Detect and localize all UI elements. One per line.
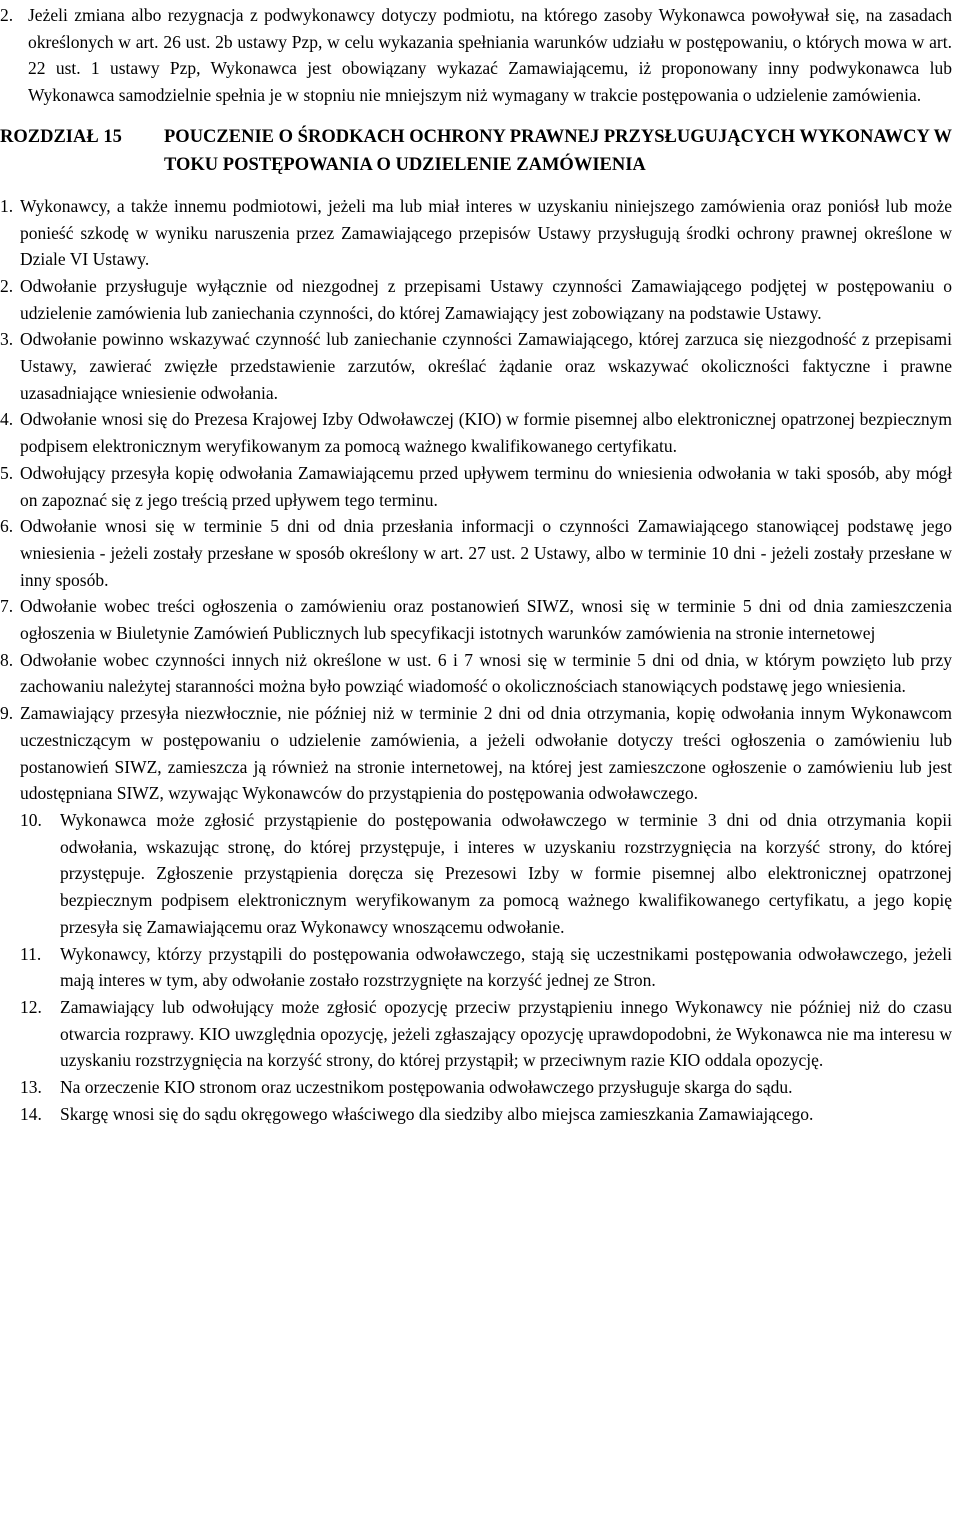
item-text: Odwołanie powinno wskazywać czynność lub zaniechanie czynności Zamawiającego, której zarzuca się niezgodność z przepisami Ustawy, zawierać zwięzłe przedstawienie zarzutów, określać żądanie oraz wskazywać okoliczności faktyczne i prawne uzasadniające wniesienie odwołania. bbox=[20, 329, 952, 403]
list-item bbox=[0, 994, 952, 1074]
item-text: Skargę wnosi się do sądu okręgowego właściwego dla siedziby albo miejsca zamieszkania Zamawiającego. bbox=[60, 1103, 814, 1124]
item-number: 10. bbox=[20, 809, 42, 830]
item-number: 6. bbox=[0, 516, 14, 537]
chapter-number: ROZDZIAŁ 15 bbox=[0, 126, 122, 147]
item-text: Odwołanie wobec treści ogłoszenia o zamówieniu oraz postanowień SIWZ, wnosi się w terminie 5 dni od dnia zamieszczenia ogłoszenia w Biuletynie Zamówień Publicznych lub specyfikacji istotnych warunków zamówienia na stronie internetowej bbox=[20, 596, 952, 644]
list-item bbox=[0, 1074, 952, 1101]
item-text: Odwołanie wobec czynności innych niż określone w ust. 6 i 7 wnosi się w terminie 5 dni od dnia, w którym powzięto lub przy zachowaniu należytej staranności można było powziąć wiadomość o okolicznościach stanowiących podstawę jego wniesienia. bbox=[20, 649, 952, 697]
list-item bbox=[0, 460, 952, 513]
item-text: Na orzeczenie KIO stronom oraz uczestnikom postępowania odwoławczego przysługuje skarga do sądu. bbox=[60, 1077, 793, 1098]
list-item bbox=[0, 326, 952, 406]
item-number: 8. bbox=[0, 649, 14, 670]
list-item bbox=[0, 700, 952, 807]
item-text: Wykonawca może zgłosić przystąpienie do postępowania odwoławczego w terminie 3 dni od dnia otrzymania kopii odwołania, wskazując stronę, do której przystępuje, i interes w uzyskaniu rozstrzygnięcia na korzyść strony, do której przystępuje. Zgłoszenie przystąpienia doręcza się Prezesowi Izby w formie pisemnej albo elektronicznej opatrzonej bezpiecznym podpisem elektronicznym weryfikowanym za pomocą ważnego kwalifikowanego certyfikatu, a jego kopię przesyła się Zamawiającemu oraz Wykonawcy wnoszącemu odwołanie. bbox=[60, 809, 952, 937]
chapter-title: POUCZENIE O ŚRODKACH OCHRONY PRAWNEJ PRZYSŁUGUJĄCYCH WYKONAWCY W TOKU POSTĘPOWANIA O UDZIELENIE ZAMÓWIENIA bbox=[164, 126, 952, 175]
item-number: 2. bbox=[0, 275, 14, 296]
item-number: 13. bbox=[20, 1077, 42, 1098]
numbered-list-10-14 bbox=[0, 807, 952, 1127]
list-item bbox=[0, 1101, 952, 1128]
item-text: Odwołanie wnosi się do Prezesa Krajowej Izby Odwoławczej (KIO) w formie pisemnej albo elektronicznej opatrzonej bezpiecznym podpisem elektronicznym weryfikowanym za pomocą ważnego kwalifikowanego certyfikatu. bbox=[20, 409, 952, 457]
item-text: Wykonawcy, którzy przystąpili do postępowania odwoławczego, stają się uczestnikami postępowania odwoławczego, jeżeli mają interes w tym, aby odwołanie zostało rozstrzygnięte na korzyść jednej ze Stron. bbox=[60, 943, 952, 991]
item-text: Zamawiający przesyła niezwłocznie, nie później niż w terminie 2 dni od dnia otrzymania, kopię odwołania innym Wykonawcom uczestniczącym w postępowaniu o udzielenie zamówienia, a jeżeli odwołanie dotyczy treści ogłoszenia o zamówieniu lub postanowień SIWZ, zamieszcza ją również na stronie internetowej, na której jest zamieszczone ogłoszenie o zamówieniu lub jest udostępniana SIWZ, wzywając Wykonawców do przystąpienia do postępowania odwoławczego. bbox=[20, 703, 952, 804]
list-item bbox=[0, 406, 952, 459]
item-text: Zamawiający lub odwołujący może zgłosić opozycję przeciw przystąpieniu innego Wykonawcy nie później niż do czasu otwarcia rozprawy. KIO uwzględnia opozycję, jeżeli zgłaszający opozycję uprawdopodobni, że Wykonawca nie ma interesu w uzyskaniu rozstrzygnięcia na korzyść strony, do której przystąpił; w przeciwnym razie KIO oddala opozycję. bbox=[60, 996, 952, 1071]
intro-list-item bbox=[0, 2, 952, 109]
item-number: 1. bbox=[0, 195, 14, 216]
item-number: 12. bbox=[20, 996, 42, 1017]
chapter-heading bbox=[0, 123, 952, 179]
item-number: 9. bbox=[0, 703, 14, 724]
item-text: Odwołanie wnosi się w terminie 5 dni od dnia przesłania informacji o czynności Zamawiającego stanowiącej podstawę jego wniesienia - jeżeli zostały przesłane w sposób określony w art. 27 ust. 2 Ustawy, albo w terminie 10 dni - jeżeli zostały przesłane w inny sposób. bbox=[20, 516, 952, 590]
list-item bbox=[0, 193, 952, 273]
item-text: Odwołujący przesyła kopię odwołania Zamawiającemu przed upływem terminu do wniesienia odwołania w taki sposób, aby mógł on zapoznać się z jego treścią przed upływem tego terminu. bbox=[20, 462, 952, 510]
item-text: Odwołanie przysługuje wyłącznie od niezgodnej z przepisami Ustawy czynności Zamawiającego podjętej w postępowaniu o udzielenie zamówienia lub zaniechania czynności, do której Zamawiający jest zobowiązany na podstawie Ustawy. bbox=[20, 275, 952, 323]
list-item bbox=[0, 941, 952, 994]
item-number: 3. bbox=[0, 329, 14, 350]
list-item bbox=[0, 593, 952, 646]
item-number: 7. bbox=[0, 596, 14, 617]
item-text: Wykonawcy, a także innemu podmiotowi, jeżeli ma lub miał interes w uzyskaniu niniejszego zamówienia oraz poniósł lub może ponieść szkodę w wyniku naruszenia przez Zamawiającego przepisów Ustawy przysługują środki ochrony prawnej określone w Dziale VI Ustawy. bbox=[20, 195, 952, 270]
item-number: 5. bbox=[0, 462, 14, 483]
item-text: Jeżeli zmiana albo rezygnacja z podwykonawcy dotyczy podmiotu, na którego zasoby Wykonawca powoływał się, na zasadach określonych w art. 26 ust. 2b ustawy Pzp, w celu wykazania spełniania warunków udziału w postępowaniu, o których mowa w art. 22 ust. 1 ustawy Pzp, Wykonawca jest obowiązany wykazać Zamawiającemu, iż proponowany inny podwykonawca lub Wykonawca samodzielnie spełnia je w stopniu nie mniejszym niż wymagany w trakcie postępowania o udzielenie zamówienia. bbox=[28, 5, 952, 106]
numbered-list-1-9 bbox=[0, 193, 952, 807]
item-number: 14. bbox=[20, 1103, 42, 1124]
list-item bbox=[0, 273, 952, 326]
list-item bbox=[0, 647, 952, 700]
item-number: 2. bbox=[0, 5, 14, 25]
item-number: 4. bbox=[0, 409, 14, 430]
item-number: 11. bbox=[20, 943, 42, 964]
list-item bbox=[0, 807, 952, 941]
list-item bbox=[0, 513, 952, 593]
